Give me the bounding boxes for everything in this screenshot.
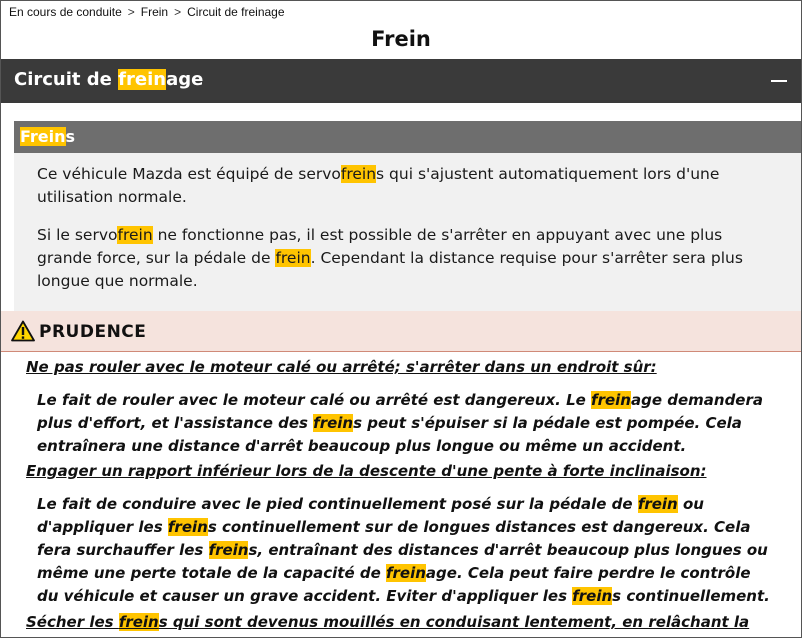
breadcrumb-item-frein[interactable]: Frein (140, 5, 169, 19)
search-highlight: frein (637, 495, 678, 513)
subsection-body (14, 153, 801, 311)
search-highlight: frein (572, 587, 613, 605)
caution-text-engine-off: Le fait de rouler avec le moteur calé ou arrêté est dangereux. Le freinage demandera plus d'effort, et l'assistance des freins peut s'épuiser si la pédale est pompée. Cela entraînera une distance d'arrêt beaucoup plus longue ou même un accident. (37, 391, 763, 455)
subsection-title: Freins (20, 127, 76, 146)
subsection-header-freins (14, 121, 801, 153)
search-highlight: frein (167, 518, 208, 536)
section-header-circuit[interactable] (1, 59, 801, 103)
caution-text-downhill: Le fait de conduire avec le pied continuellement posé sur la pédale de frein ou d'appliquer les freins continuellement sur de longues distances est dangereux. Cela fera surchauffer les freins, entraînant des distances d'arrêt beaucoup plus longues ou même une perte totale de la capacité de freinage. Cela peut faire perdre le contrôle du véhicule et causer un grave accident. Eviter d'appliquer les freins continuellement. (37, 495, 770, 605)
search-highlight: frein (118, 613, 159, 631)
paragraph-servofrein: Ce véhicule Mazda est équipé de servofreins qui s'ajustent automatiquement lors d'une utilisation normale. (37, 165, 720, 206)
page-title: Frein (371, 27, 431, 51)
breadcrumb (9, 5, 285, 19)
paragraph-servofrein-failure: Si le servofrein ne fonctionne pas, il est possible de s'arrêter en appuyant avec une plus grande force, sur la pédale de frein. Cependant la distance requise pour s'arrêter sera plus longue que normale. (37, 226, 743, 290)
section-title: Circuit de freinage (14, 69, 204, 90)
caution-body (1, 352, 801, 638)
search-highlight: frein (313, 414, 354, 432)
search-highlight: Frein (20, 127, 66, 146)
warning-triangle-icon (11, 320, 35, 342)
caution-label: PRUDENCE (39, 322, 147, 342)
breadcrumb-item-circuit[interactable]: Circuit de freinage (187, 5, 285, 19)
caution-heading-wet-brakes: Sécher les freins qui sont devenus mouillés en conduisant lentement, en relâchant la (26, 613, 750, 631)
search-highlight: frein (275, 249, 311, 267)
search-highlight: frein (118, 69, 167, 90)
caution-heading-downhill: Engager un rapport inférieur lors de la descente d'une pente à forte inclinaison: (26, 462, 707, 480)
collapse-minus-icon[interactable] (771, 80, 787, 82)
caution-heading-engine-off: Ne pas rouler avec le moteur calé ou arrêté; s'arrêter dans un endroit sûr: (26, 358, 657, 376)
search-highlight: frein (385, 564, 426, 582)
breadcrumb-item-driving[interactable]: En cours de conduite (9, 5, 122, 19)
search-highlight: frein (591, 391, 631, 409)
breadcrumb-separator: > (127, 5, 135, 19)
search-highlight: frein (208, 541, 249, 559)
search-highlight: frein (340, 165, 377, 183)
breadcrumb-separator: > (174, 5, 182, 19)
caution-header (1, 311, 801, 352)
search-highlight: frein (117, 226, 153, 244)
